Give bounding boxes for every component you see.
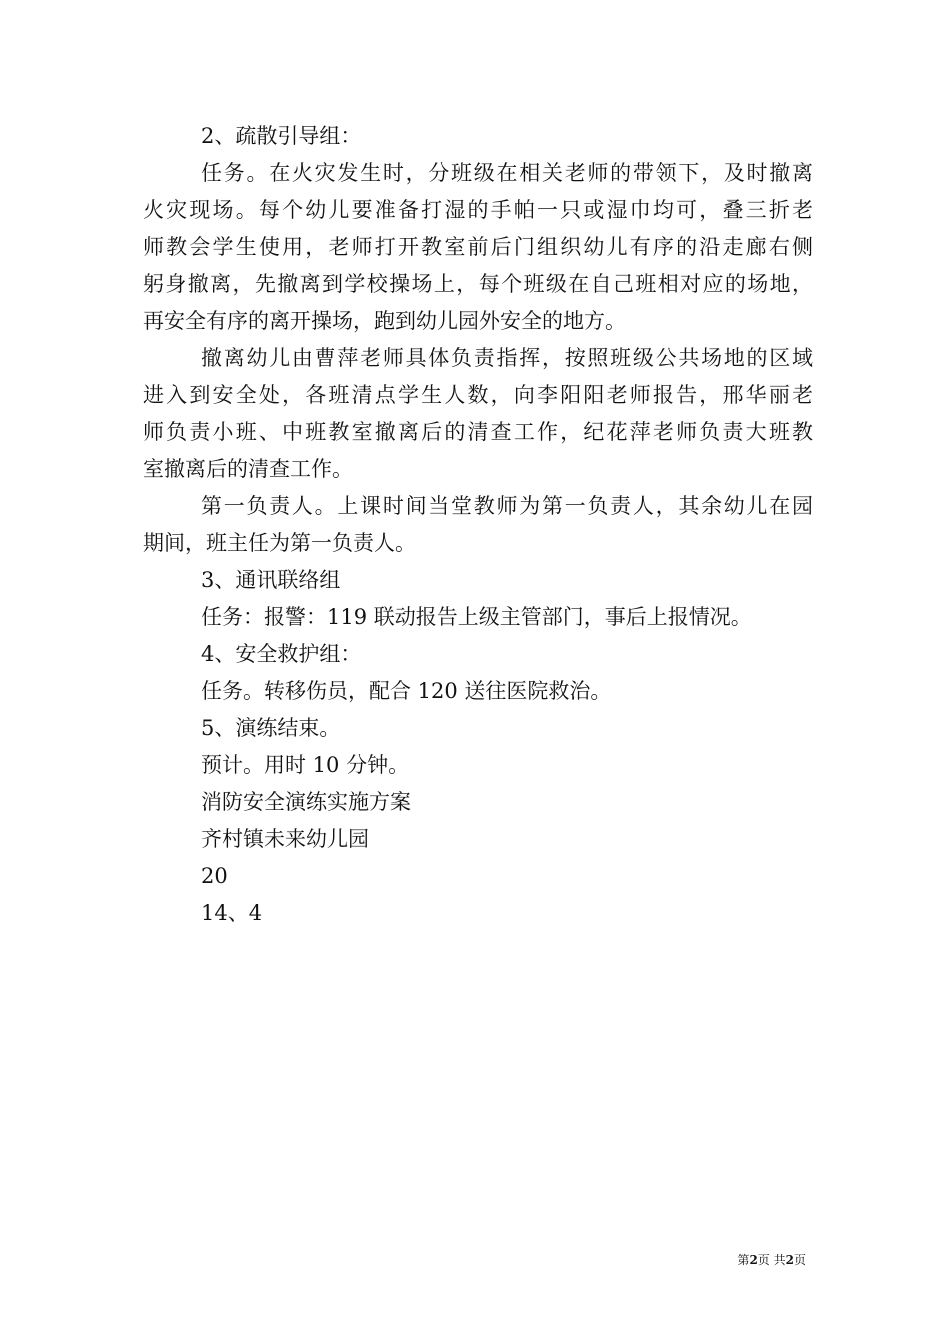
paragraph-rescue-task: [143, 673, 813, 710]
footer-total-pages: 2: [785, 1253, 794, 1267]
text-line: 再安全有序的离开操场，跑到幼儿园外安全的地方。: [143, 309, 626, 333]
text-line: 任务。在火灾发生时，分班级在相关老师的带领下，及时撤离: [201, 161, 813, 185]
paragraph-evacuation-command: [143, 340, 813, 488]
text-line: 3、通讯联络组: [201, 568, 341, 592]
text-line: 期间，班主任为第一负责人。: [143, 531, 416, 555]
text-line: 2、疏散引导组：: [201, 124, 362, 148]
text-line: 任务：报警：119 联动报告上级主管部门，事后上报情况。: [201, 605, 752, 629]
text-line: 20: [201, 864, 228, 888]
paragraph-evacuation-task: [143, 155, 813, 340]
section-heading-communication: [143, 562, 813, 599]
text-line: 消防安全演练实施方案: [201, 790, 411, 814]
paragraph-time-estimate: [143, 747, 813, 784]
document-body: [143, 118, 813, 932]
school-name: [143, 821, 813, 858]
text-line: 第一负责人。上课时间当堂教师为第一负责人，其余幼儿在园: [201, 494, 813, 518]
text-line: 任务。转移伤员，配合 120 送往医院救治。: [201, 679, 612, 703]
text-line: 火灾现场。每个幼儿要准备打湿的手帕一只或湿巾均可，叠三折老: [143, 198, 813, 222]
section-heading-drill-end: [143, 710, 813, 747]
date-year-part1: [143, 858, 813, 895]
page-footer: [737, 1252, 806, 1268]
footer-prefix: 第: [737, 1253, 750, 1267]
text-line: 室撤离后的清查工作。: [143, 457, 353, 481]
text-line: 预计。用时 10 分钟。: [201, 753, 410, 777]
footer-current-page: 2: [749, 1253, 758, 1267]
section-heading-rescue: [143, 636, 813, 673]
paragraph-communication-task: [143, 599, 813, 636]
footer-suffix: 页: [793, 1253, 806, 1267]
footer-middle: 页 共: [757, 1253, 786, 1267]
date-year-part2: [143, 895, 813, 932]
text-line: 14、4: [201, 901, 263, 925]
text-line: 躬身撤离，先撤离到学校操场上，每个班级在自己班相对应的场地，: [143, 272, 813, 296]
text-line: 进入到安全处，各班清点学生人数，向李阳阳老师报告，邢华丽老: [143, 383, 813, 407]
text-line: 齐村镇未来幼儿园: [201, 827, 369, 851]
section-heading-evacuation: [143, 118, 813, 155]
text-line: 4、安全救护组：: [201, 642, 362, 666]
paragraph-first-responsible: [143, 488, 813, 562]
text-line: 5、演练结束。: [201, 716, 341, 740]
text-line: 撤离幼儿由曹萍老师具体负责指挥，按照班级公共场地的区域: [201, 346, 813, 370]
plan-title: [143, 784, 813, 821]
text-line: 师教会学生使用，老师打开教室前后门组织幼儿有序的沿走廊右侧: [143, 235, 813, 259]
text-line: 师负责小班、中班教室撤离后的清查工作，纪花萍老师负责大班教: [143, 420, 813, 444]
